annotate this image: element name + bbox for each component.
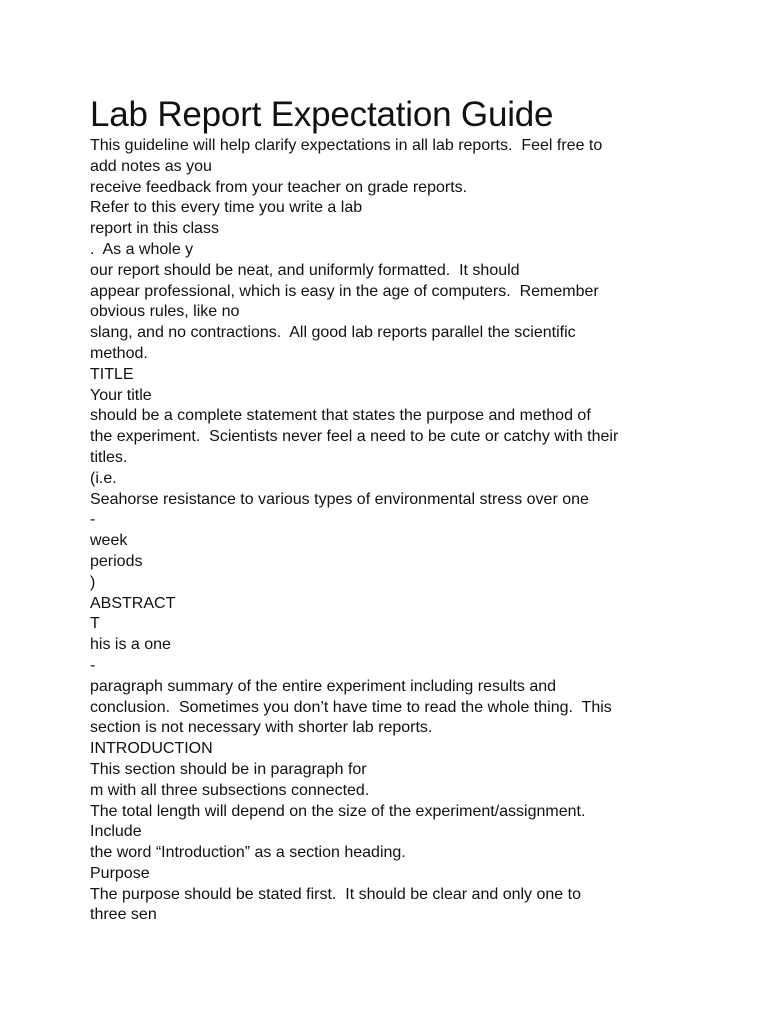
text-line: Your title — [90, 386, 152, 404]
text-line: Refer to this every time you write a lab — [90, 199, 363, 217]
text-line: This guideline will help clarify expectations in all lab reports. Feel free to — [90, 137, 603, 154]
document-title: Lab Report Expectation Guide — [90, 95, 554, 134]
section-heading-abstract: ABSTRACT — [90, 594, 176, 612]
text-line: paragraph summary of the entire experiment including results and — [90, 677, 557, 695]
section-heading-title: TITLE — [90, 365, 134, 383]
text-line: conclusion. Sometimes you don’t have time to read the whole thing. This — [90, 698, 612, 716]
text-line: our report should be neat, and uniformly formatted. It should — [90, 261, 520, 279]
text-line: periods — [90, 552, 143, 570]
section-heading-introduction: INTRODUCTION — [90, 740, 213, 758]
text-line: should be a complete statement that states the purpose and method of — [90, 407, 591, 425]
text-line: This section should be in paragraph for — [90, 760, 367, 778]
text-line: titles. — [90, 448, 128, 466]
text-line: obvious rules, like no — [90, 303, 240, 321]
text-line: add notes as you — [90, 157, 212, 175]
text-line: week — [90, 532, 128, 550]
document-page — [90, 95, 750, 926]
text-line: The purpose should be stated first. It should be clear and only one to — [90, 885, 581, 903]
text-line: (i.e. — [90, 469, 117, 487]
text-line: the experiment. Scientists never feel a need to be cute or catchy with their — [90, 428, 619, 446]
text-line: The total length will depend on the size of the experiment/assignment. — [90, 802, 586, 820]
document-body — [90, 136, 750, 926]
text-line: - — [90, 656, 96, 674]
text-line: m with all three subsections connected. — [90, 781, 370, 799]
text-line: T — [90, 615, 100, 633]
text-line: ) — [90, 573, 96, 591]
text-line: Include — [90, 823, 142, 841]
text-line: . As a whole y — [90, 240, 194, 258]
text-line: his is a one — [90, 636, 171, 654]
text-line: Seahorse resistance to various types of environmental stress over one — [90, 490, 589, 508]
text-line: section is not necessary with shorter lab reports. — [90, 719, 433, 737]
text-line: three sen — [90, 906, 157, 924]
text-line: - — [90, 511, 96, 529]
text-line: the word “Introduction” as a section heading. — [90, 844, 406, 862]
subsection-heading-purpose: Purpose — [90, 864, 150, 882]
text-line: slang, and no contractions. All good lab reports parallel the scientific — [90, 324, 576, 342]
text-line: appear professional, which is easy in the age of computers. Remember — [90, 282, 599, 300]
text-line: method. — [90, 344, 148, 362]
text-line: report in this class — [90, 220, 219, 238]
text-line: receive feedback from your teacher on grade reports. — [90, 178, 468, 196]
